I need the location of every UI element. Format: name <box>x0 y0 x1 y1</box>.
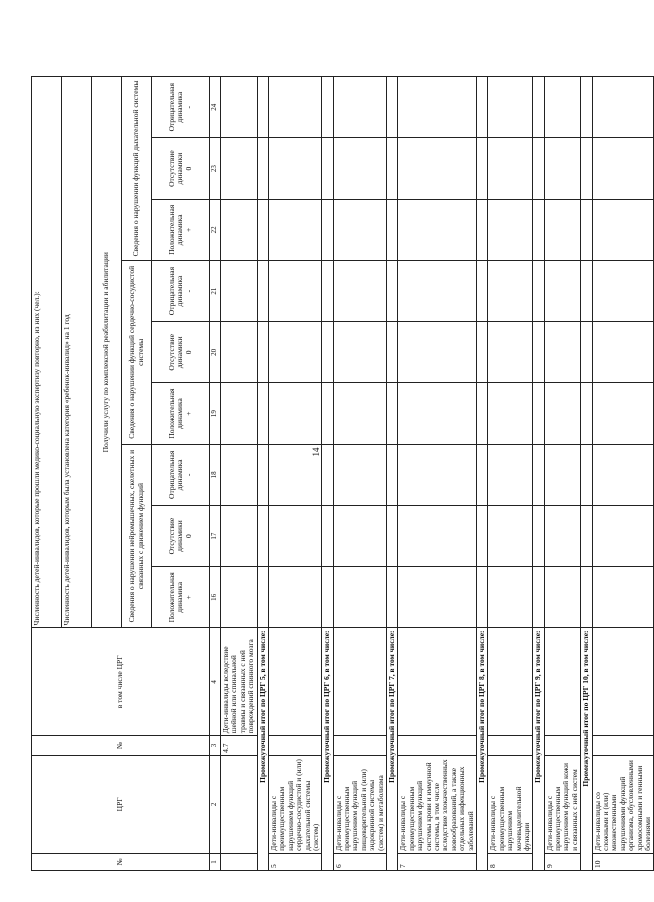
value-cell <box>387 505 398 566</box>
cell-no: 8 <box>488 853 533 870</box>
subcol-label: Отрицательная динамика <box>166 450 185 499</box>
value-cell <box>592 260 654 321</box>
column-number: 17 <box>210 505 221 566</box>
subtotal-row <box>387 77 398 871</box>
table-row <box>398 77 477 871</box>
value-cell <box>387 322 398 383</box>
value-cell <box>398 567 477 628</box>
cell-no: 7 <box>398 853 477 870</box>
subtotal-label: Промежуточный итог по ЦРГ 6, в том числе: <box>322 628 333 871</box>
cell-sub-no <box>333 736 386 756</box>
value-cell <box>387 77 398 138</box>
subtotal-label: Промежуточный итог по ЦРГ 8, в том числе: <box>476 628 487 871</box>
cell-no <box>221 853 258 870</box>
value-cell <box>333 505 386 566</box>
value-cell <box>476 199 487 260</box>
value-cell <box>387 199 398 260</box>
subcol-label: Отсутствие динамики <box>166 517 185 555</box>
value-cell <box>257 505 268 566</box>
value-cell <box>268 322 321 383</box>
cell-iprg: Дети-инвалиды с преимущественным нарушением функций кожи и связанных с ней систем <box>544 755 581 853</box>
header-level3: Получили услугу по комплексной реабилитации и абилитации <box>92 77 122 628</box>
column-number: 22 <box>210 199 221 260</box>
value-cell <box>533 567 544 628</box>
value-cell <box>544 199 581 260</box>
value-cell <box>257 138 268 199</box>
value-cell <box>322 444 333 505</box>
cell-no: 6 <box>333 853 386 870</box>
header-level2: Численность детей-инвалидов, которым была установлена категория «ребенок-инвалид» на 1 год <box>62 77 92 628</box>
subcol-header <box>152 322 210 383</box>
subcol-header <box>152 567 210 628</box>
value-cell <box>257 77 268 138</box>
value-cell <box>592 383 654 444</box>
value-cell <box>398 322 477 383</box>
subcol-header <box>152 505 210 566</box>
value-cell <box>476 505 487 566</box>
cell-iprg: Дети-инвалиды с преимущественным нарушением мочевыделительной функции <box>488 755 533 853</box>
value-cell <box>221 322 258 383</box>
value-cell <box>257 444 268 505</box>
cell-sub-no <box>268 736 321 756</box>
table-row <box>333 77 386 871</box>
value-cell <box>476 77 487 138</box>
table-row <box>488 77 533 871</box>
value-cell <box>387 260 398 321</box>
subcol-sign: - <box>183 473 193 477</box>
value-cell <box>398 199 477 260</box>
value-cell <box>387 383 398 444</box>
subtotal-row <box>581 77 592 871</box>
cell-sub-name: Дети-инвалиды вследствие шейной или спинальной травмы и связанных с ней повреждений спинного мозга <box>221 628 258 736</box>
value-cell <box>544 505 581 566</box>
subcol-header <box>152 260 210 321</box>
value-cell <box>533 138 544 199</box>
value-cell <box>322 322 333 383</box>
value-cell <box>488 322 533 383</box>
value-cell <box>592 322 654 383</box>
value-cell <box>476 383 487 444</box>
subcol-header <box>152 138 210 199</box>
value-cell <box>268 260 321 321</box>
value-cell <box>333 444 386 505</box>
subcol-sign: 0 <box>183 350 193 355</box>
value-cell <box>257 383 268 444</box>
subtotal-row <box>533 77 544 871</box>
value-cell <box>581 77 592 138</box>
subcol-sign: 0 <box>183 166 193 171</box>
header-iprg: ЦРГ <box>32 755 210 853</box>
value-cell <box>221 199 258 260</box>
value-cell <box>398 383 477 444</box>
subcol-sign: + <box>183 411 193 416</box>
value-cell <box>533 505 544 566</box>
subtotal-row <box>476 77 487 871</box>
subcol-header <box>152 383 210 444</box>
value-cell <box>544 138 581 199</box>
header-top: Численность детей-инвалидов, которые прошли медико-социальную экспертизу повторно, из них (чел.): <box>32 77 62 628</box>
value-cell <box>268 567 321 628</box>
cell-iprg: Дети-инвалиды с преимущественным нарушением функций системы крови и иммунной системы, в том числе вследствие злокачественных новообразований, а также отдельных инфекционных заболеваний <box>398 755 477 853</box>
value-cell <box>488 199 533 260</box>
value-cell <box>544 383 581 444</box>
header-sub-name: в том числе ЦРГ <box>32 628 210 736</box>
value-cell <box>322 138 333 199</box>
value-cell <box>268 77 321 138</box>
value-cell <box>544 322 581 383</box>
cell-no: 9 <box>544 853 581 870</box>
column-number: 1 <box>210 853 221 870</box>
group-header-musculoskeletal: Сведения о нарушении нейромышечных, скелетных и связанных с движением функций <box>122 444 152 628</box>
cell-sub-name <box>268 628 321 736</box>
column-number: 21 <box>210 260 221 321</box>
value-cell <box>398 138 477 199</box>
header-no: № <box>32 853 210 870</box>
value-cell <box>221 567 258 628</box>
value-cell <box>488 567 533 628</box>
value-cell <box>333 383 386 444</box>
value-cell <box>488 260 533 321</box>
value-cell <box>221 138 258 199</box>
value-cell <box>581 138 592 199</box>
value-cell <box>322 505 333 566</box>
subcol-label: Положительная динамика <box>166 572 185 623</box>
value-cell <box>533 444 544 505</box>
table-row <box>221 77 258 871</box>
value-cell <box>268 505 321 566</box>
value-cell <box>268 444 321 505</box>
value-cell <box>533 383 544 444</box>
value-cell <box>322 260 333 321</box>
value-cell <box>398 444 477 505</box>
value-cell <box>488 138 533 199</box>
value-cell <box>476 260 487 321</box>
value-cell <box>581 383 592 444</box>
cell-sub-name <box>544 628 581 736</box>
value-cell <box>333 199 386 260</box>
cell-no: 10 <box>592 853 654 870</box>
subcol-label: Положительная динамика <box>166 388 185 439</box>
cell-sub-name <box>488 628 533 736</box>
subcol-sign: 0 <box>183 534 193 538</box>
value-cell <box>268 383 321 444</box>
cell-sub-no: 4.7 <box>221 736 258 756</box>
page-number: 14 <box>311 447 321 457</box>
table-row <box>544 77 581 871</box>
subcol-label: Отсутствие динамики <box>166 334 185 371</box>
value-cell <box>257 322 268 383</box>
value-cell <box>322 383 333 444</box>
value-cell <box>333 77 386 138</box>
column-number: 4 <box>210 628 221 736</box>
cell-sub-name <box>333 628 386 736</box>
value-cell <box>592 199 654 260</box>
subcol-sign: - <box>183 289 193 293</box>
subtotal-label: Промежуточный итог по ЦРГ 7, в том числе: <box>387 628 398 871</box>
value-cell <box>387 444 398 505</box>
subcol-sign: - <box>183 105 193 109</box>
subtotal-label: Промежуточный итог по ЦРГ 5, в том числе: <box>257 628 268 871</box>
subcol-label: Отрицательная динамика <box>166 266 185 316</box>
column-number: 20 <box>210 322 221 383</box>
value-cell <box>488 383 533 444</box>
value-cell <box>581 260 592 321</box>
value-cell <box>333 138 386 199</box>
cell-sub-no <box>488 736 533 756</box>
value-cell <box>592 567 654 628</box>
subtotal-label: Промежуточный итог по ЦРГ 9, в том числе: <box>533 628 544 871</box>
value-cell <box>533 199 544 260</box>
subcol-header <box>152 77 210 138</box>
value-cell <box>333 260 386 321</box>
subcol-label: Отсутствие динамики <box>166 150 185 187</box>
cell-iprg <box>221 755 258 853</box>
subcol-sign: + <box>183 227 193 232</box>
value-cell <box>581 322 592 383</box>
value-cell <box>322 567 333 628</box>
value-cell <box>476 567 487 628</box>
cell-sub-name <box>398 628 477 736</box>
value-cell <box>581 505 592 566</box>
cell-iprg: Дети-инвалиды с преимущественным нарушением функций пищеварительной и (или) эндокринной системы (систем) и метаболизма <box>333 755 386 853</box>
value-cell <box>476 444 487 505</box>
cell-no: 5 <box>268 853 321 870</box>
cell-sub-no <box>592 736 654 756</box>
value-cell <box>387 138 398 199</box>
value-cell <box>387 567 398 628</box>
value-cell <box>488 444 533 505</box>
column-number: 23 <box>210 138 221 199</box>
value-cell <box>257 260 268 321</box>
subcol-header <box>152 199 210 260</box>
value-cell <box>544 567 581 628</box>
group-header-cardiovascular: Сведения о нарушении функций сердечно-сосудистой системы <box>122 260 152 444</box>
value-cell <box>544 77 581 138</box>
data-table <box>31 76 654 871</box>
value-cell <box>221 383 258 444</box>
cell-sub-no <box>398 736 477 756</box>
value-cell <box>221 444 258 505</box>
column-number: 24 <box>210 77 221 138</box>
value-cell <box>268 138 321 199</box>
group-header-respiratory: Сведения о нарушении функций дыхательной системы <box>122 77 152 261</box>
value-cell <box>221 505 258 566</box>
value-cell <box>581 567 592 628</box>
value-cell <box>398 77 477 138</box>
value-cell <box>581 199 592 260</box>
cell-sub-name <box>592 628 654 736</box>
rotated-table-container <box>31 76 652 871</box>
value-cell <box>544 444 581 505</box>
value-cell <box>533 260 544 321</box>
value-cell <box>398 260 477 321</box>
table-row <box>268 77 321 871</box>
cell-sub-no <box>544 736 581 756</box>
cell-iprg: Дети-инвалиды со сложными и (или) множественными нарушениями функций организма, обусловленными хромосомными и генными болезнями <box>592 755 654 853</box>
subcol-sign: + <box>183 595 193 600</box>
column-number: 2 <box>210 755 221 853</box>
value-cell <box>592 444 654 505</box>
column-number: 3 <box>210 736 221 756</box>
subcol-label: Отрицательная динамика <box>166 83 185 132</box>
value-cell <box>592 505 654 566</box>
value-cell <box>333 567 386 628</box>
subtotal-label: Промежуточный итог по ЦРГ 10, в том числе: <box>581 628 592 871</box>
value-cell <box>257 199 268 260</box>
subcol-header <box>152 444 210 505</box>
value-cell <box>322 199 333 260</box>
value-cell <box>488 505 533 566</box>
table-row <box>592 77 654 871</box>
value-cell <box>268 199 321 260</box>
value-cell <box>533 322 544 383</box>
value-cell <box>592 77 654 138</box>
value-cell <box>592 138 654 199</box>
value-cell <box>476 322 487 383</box>
cell-iprg: Дети-инвалиды с преимущественным нарушением функций сердечно-сосудистой и (или) дыхательной системы (систем) <box>268 755 321 853</box>
value-cell <box>476 138 487 199</box>
value-cell <box>257 567 268 628</box>
column-number: 18 <box>210 444 221 505</box>
value-cell <box>221 260 258 321</box>
value-cell <box>322 77 333 138</box>
value-cell <box>544 260 581 321</box>
value-cell <box>488 77 533 138</box>
value-cell <box>333 322 386 383</box>
value-cell <box>221 77 258 138</box>
header-sub-no: № <box>32 736 210 756</box>
subcol-label: Положительная динамика <box>166 204 185 255</box>
subtotal-row <box>322 77 333 871</box>
value-cell <box>581 444 592 505</box>
subtotal-row <box>257 77 268 871</box>
column-number: 16 <box>210 567 221 628</box>
value-cell <box>533 77 544 138</box>
column-number: 19 <box>210 383 221 444</box>
value-cell <box>398 505 477 566</box>
